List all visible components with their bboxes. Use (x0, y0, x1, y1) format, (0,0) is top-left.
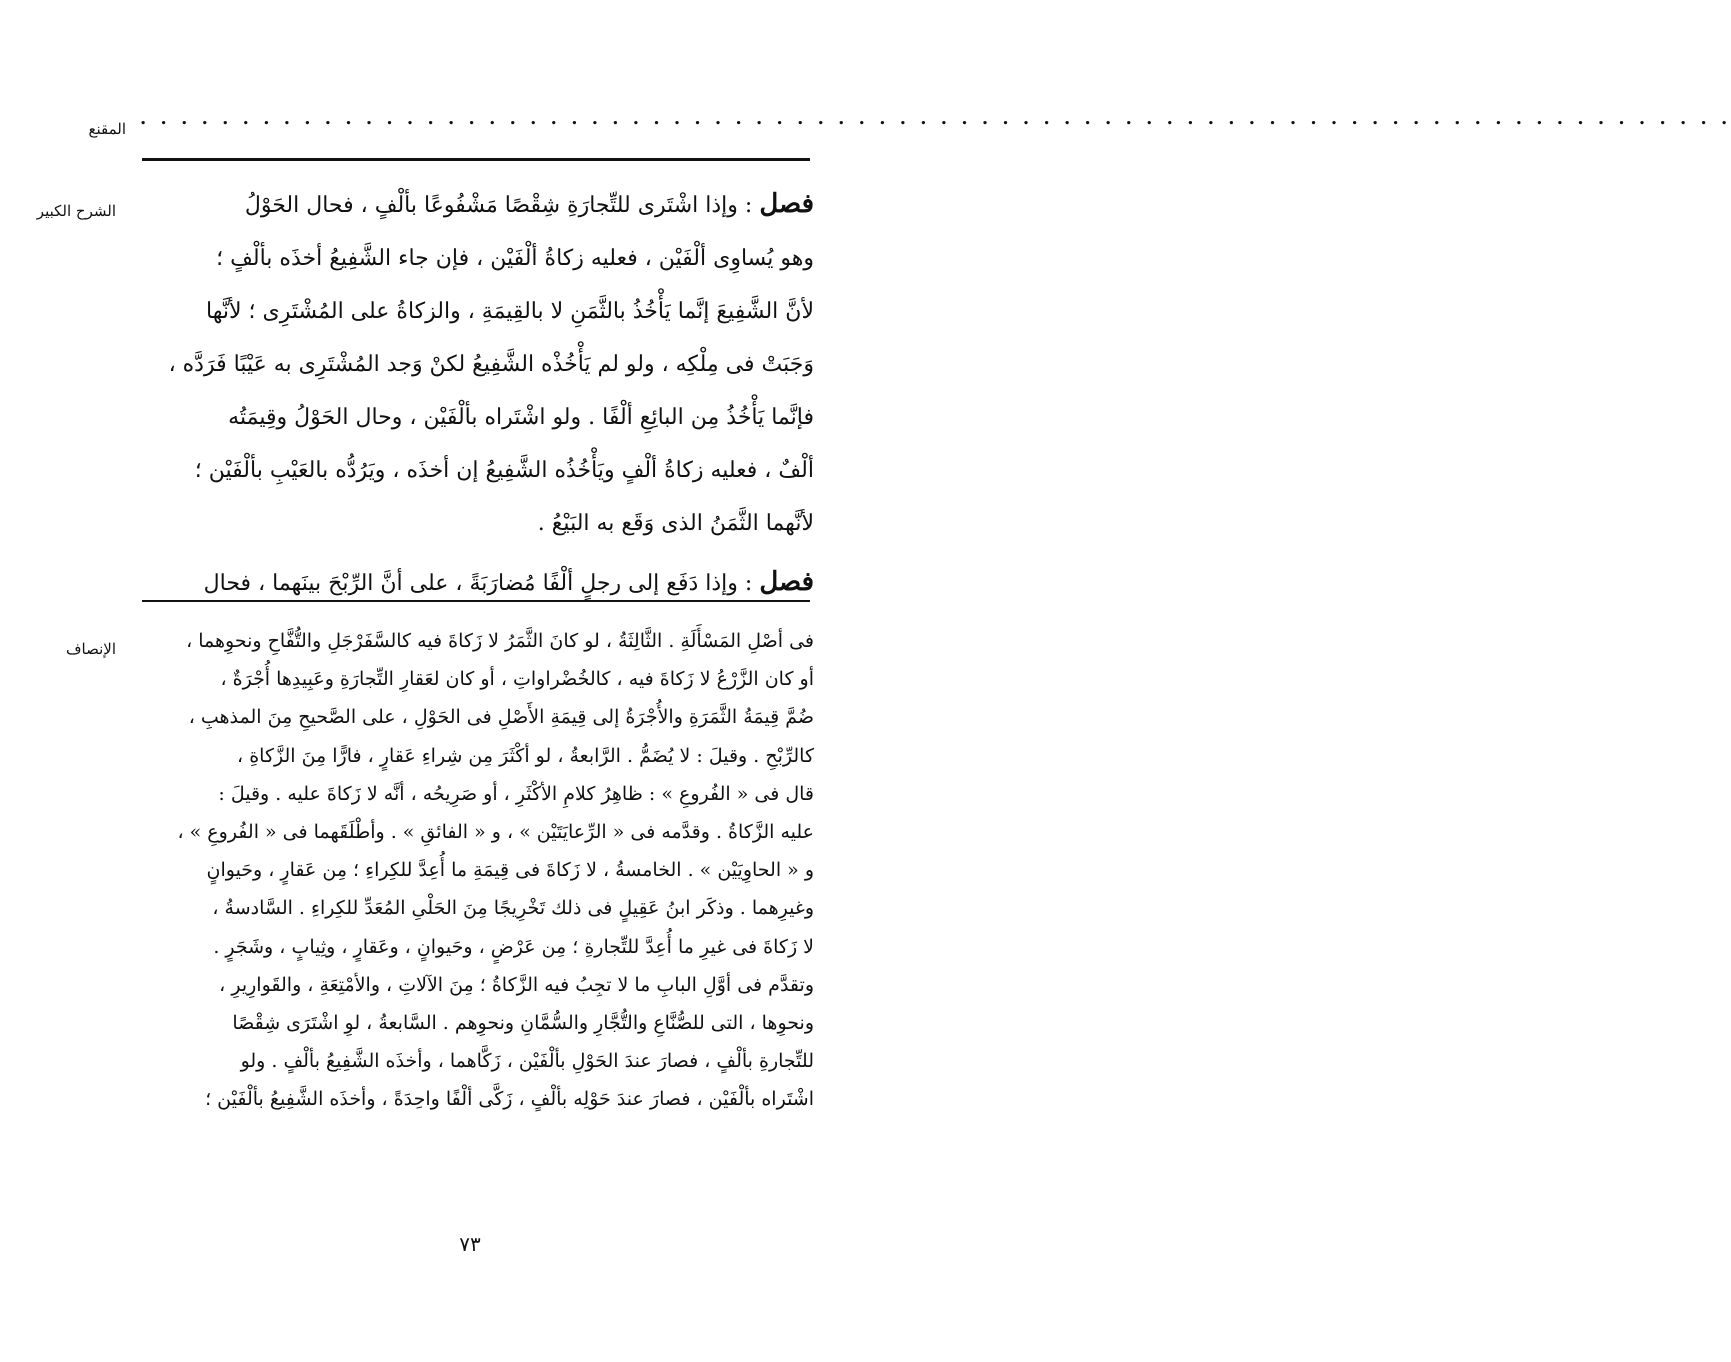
fasl-heading-1: فصل (759, 189, 814, 219)
margin-label-insaf: الإنصاف (65, 640, 116, 658)
header-rule (142, 158, 810, 161)
insaf-line-10: وتقدَّم فى أوَّلِ البابِ ما لا تجِبُ فيه الزَّكاةُ ؛ مِنَ الآلاتِ ، والأمْتِعَةِ ، والقَوارِيرِ ، (219, 973, 814, 996)
insaf-line-13: اشْتَراه بألْفَيْن ، فصارَ عندَ حَوْلِه بألْفٍ ، زَكَّى ألْفًا واحِدَةً ، وأخذَه الشَّفِيعُ بألْفَيْن ؛ (205, 1088, 814, 1111)
section-divider-rule (142, 600, 810, 602)
sharh-line-2: وهو يُساوِى ألْفَيْن ، فعليه زكاةُ ألْفَيْن ، فإن جاء الشَّفِيعُ أخذَه بألْفٍ ؛ (216, 246, 814, 271)
margin-label-sharh: الشرح الكبير (36, 202, 116, 220)
sharh-line-7: لأنَّهما الثَّمَنُ الذى وَقَع به البَيْعُ . (537, 511, 814, 536)
insaf-text-block (142, 622, 814, 1119)
insaf-line-8: وغيرِهما . وذكَر ابنُ عَقِيلٍ فى ذلك تَخْرِيجًا مِنَ الحَلْىِ المُعَدِّ للكِراءِ . السَّادسةُ ، (212, 897, 814, 920)
page-number: ٧٣ (459, 1232, 481, 1256)
insaf-line-6: عليه الزَّكاةُ . وقدَّمه فى « الرِّعايَتَيْن » ، و « الفائقِ » . وأطْلَقَهما فى « الفُروعِ » ، (177, 821, 814, 844)
sharh-line-5: فإنَّما يَأْخُذُ مِن البائِعِ ألْفًا . ولو اشْتَراه بألْفَيْن ، وحال الحَوْلُ وقِيمَتُه (228, 405, 814, 430)
insaf-line-12: للتِّجارةِ بألْفٍ ، فصارَ عندَ الحَوْلِ بألْفَيْن ، زَكَّاهما ، وأخذَه الشَّفِيعُ بألْفٍ . ولو (240, 1050, 814, 1073)
sharh-line-3: لأنَّ الشَّفِيعَ إنَّما يَأْخُذُ بالثَّمَنِ لا بالقِيمَةِ ، والزكاةُ على المُشْتَرِى ؛ لأنَّها (206, 299, 814, 324)
insaf-line-9: لا زَكاةَ فى غيرِ ما أُعِدَّ للتِّجارةِ ؛ مِن عَرْضٍ ، وحَيوانٍ ، وعَقارٍ ، وثِيابٍ ، وشَجَرٍ . (213, 935, 814, 958)
insaf-line-1: فى أصْلِ المَسْأَلَةِ . الثَّالِثَةُ ، لو كانَ الثَّمَرُ لا زَكاةَ فيه كالسَّفَرْجَلِ والتُّفَّاحِ ونحوِهما ، (186, 630, 814, 652)
insaf-line-2: أو كان الزَّرْعُ لا زَكاةَ فيه ، كالخُضْراواتِ ، أو كان لعَقارِ التِّجارَةِ وعَبِيدِها أُجْرَةٌ ، (220, 668, 814, 691)
insaf-line-4: كالرِّبْحِ . وقيلَ : لا يُضَمُّ . الرَّابعةُ ، لو أكْثَرَ مِن شِراءِ عَقارٍ ، فارًّا مِنَ الزَّكاةِ ، (237, 744, 814, 767)
sharh-line-6: ألْفٌ ، فعليه زكاةُ ألْفٍ ويَأْخُذُه الشَّفِيعُ إن أخذَه ، ويَرُدُّه بالعَيْبِ بألْفَيْن ؛ (194, 458, 814, 483)
sharh-text-block (142, 178, 814, 610)
sharh-line-1 (142, 178, 814, 232)
running-header-title: المقنع (88, 120, 126, 138)
fasl-heading-2: فصل (759, 567, 814, 597)
insaf-line-7: و « الحاوِيَيْن » . الخامسةُ ، لا زَكاةَ فى قِيمَةِ ما أُعِدَّ للكِراءِ ؛ مِن عَقارٍ ، وحَيوانٍ (206, 859, 814, 882)
insaf-line-3: ضُمَّ قِيمَةُ الثَّمَرَةِ والأُجْرَةُ إلى قِيمَةِ الأَصْلِ فى الحَوْلِ ، على الصَّحيحِ مِنَ المذهبِ ، (188, 706, 814, 729)
sharh-line-8-text: : وإذا دَفَع إلى رجلٍ ألْفًا مُضارَبَةً ، على أنَّ الرِّبْحَ بينَهما ، فحال (203, 571, 753, 596)
header-dot-leader: . . . . . . . . . . . . . . . . . . . . . . . . . . . . . . . . . . . . . . . . . . . . . . . . . . . . . . . . . . . . . . . . . . . . . . . . . . . . . . (140, 108, 1731, 129)
insaf-line-5: قال فى « الفُروعِ » : ظاهِرُ كلامِ الأكْثَرِ ، أو صَرِيحُه ، أنَّه لا زَكاةَ عليه . وقيلَ : (218, 782, 814, 805)
insaf-line-11: ونحوِها ، التى للصُّنَّاعِ والتُّجَّارِ والسُّمَّانِ ونحوِهم . السَّابعةُ ، لوِ اشْتَرَى شِقْصًا (232, 1012, 814, 1035)
sharh-line-1-text: : وإذا اشْتَرى للتِّجارَةِ شِقْصًا مَشْفُوعًا بألْفٍ ، فحال الحَوْلُ (244, 193, 753, 218)
sharh-line-4: وَجَبَتْ فى مِلْكِه ، ولو لم يَأْخُذْه الشَّفِيعُ لكنْ وَجد المُشْتَرِى به عَيْبًا فَرَدَّه ، (168, 352, 814, 377)
